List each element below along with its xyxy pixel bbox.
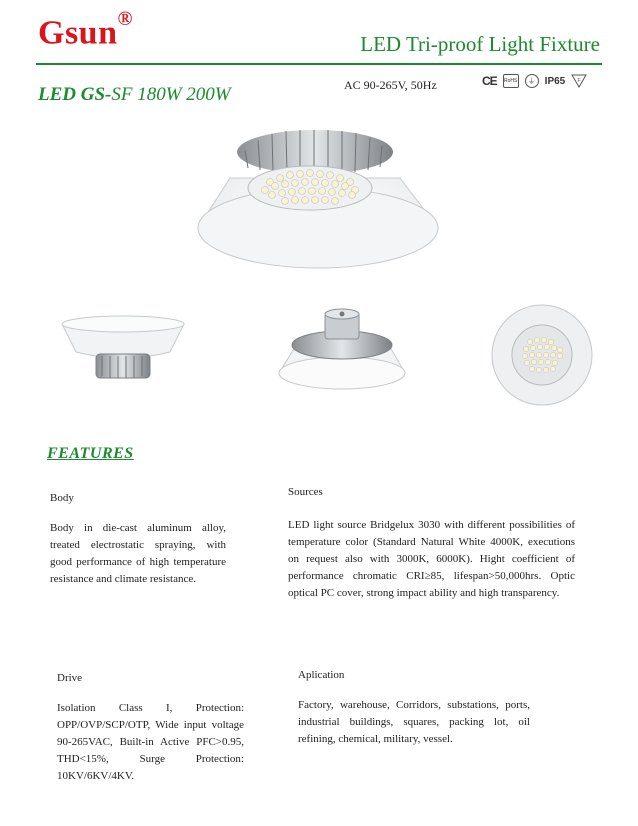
section-text-sources: LED light source Bridgelux 3030 with different possibilities of temperature color (Standard Natural White 4000K, executions on request also with 3000K, 6000K). Hight coefficient of performance chromatic CRI≥85, lifespan>50,000hrs. Optic optical PC cover, strong impact ability and high transparency. [288, 519, 575, 599]
certification-marks [482, 74, 587, 88]
section-title-sources: Sources [288, 486, 323, 498]
triangle-mark-icon [571, 74, 587, 88]
rohs-icon: RoHS [503, 74, 519, 88]
product-front-view-image [490, 300, 595, 410]
model-name [38, 84, 231, 106]
ground-icon: ⏚ [525, 74, 539, 88]
registered-mark: ® [117, 8, 133, 30]
section-title-body: Body [50, 492, 74, 504]
model-suffix: SF 180W 200W [111, 84, 231, 105]
features-heading: FEATURES [47, 445, 134, 462]
main-product-image [190, 118, 450, 293]
ip65-icon: IP65 [544, 75, 566, 87]
brand-logo [38, 8, 133, 52]
section-text-body: Body in die-cast aluminum alloy, treated electrostatic spraying, with good performance of high temperature resistance and climate resistance. [50, 522, 226, 585]
section-text-application: Factory, warehouse, Corridors, substations, ports, industrial buildings, squares, packing lot, oil refining, chemical, military, vessel. [298, 699, 530, 745]
section-title-drive: Drive [57, 672, 83, 684]
product-top-view-image [275, 305, 410, 400]
document-title: LED Tri-proof Light Fixture [360, 32, 600, 56]
header-divider [36, 63, 602, 65]
section-text-drive: Isolation Class I, Protection: OPP/OVP/SCP/OTP, Wide input voltage 90-265VAC, Built-in Active PFC>0.95, THD<15%, Surge Protection: 10KV/6KV/4KV. [57, 702, 244, 782]
section-title-application: Aplication [298, 669, 345, 681]
voltage-spec: AC 90-265V, 50Hz [344, 78, 437, 92]
ce-mark-icon: CE [482, 74, 497, 88]
brand-name: Gsun [38, 14, 118, 52]
model-prefix: LED GS- [38, 84, 112, 105]
svg-text:F: F [577, 78, 581, 84]
product-side-view-image [58, 312, 188, 390]
